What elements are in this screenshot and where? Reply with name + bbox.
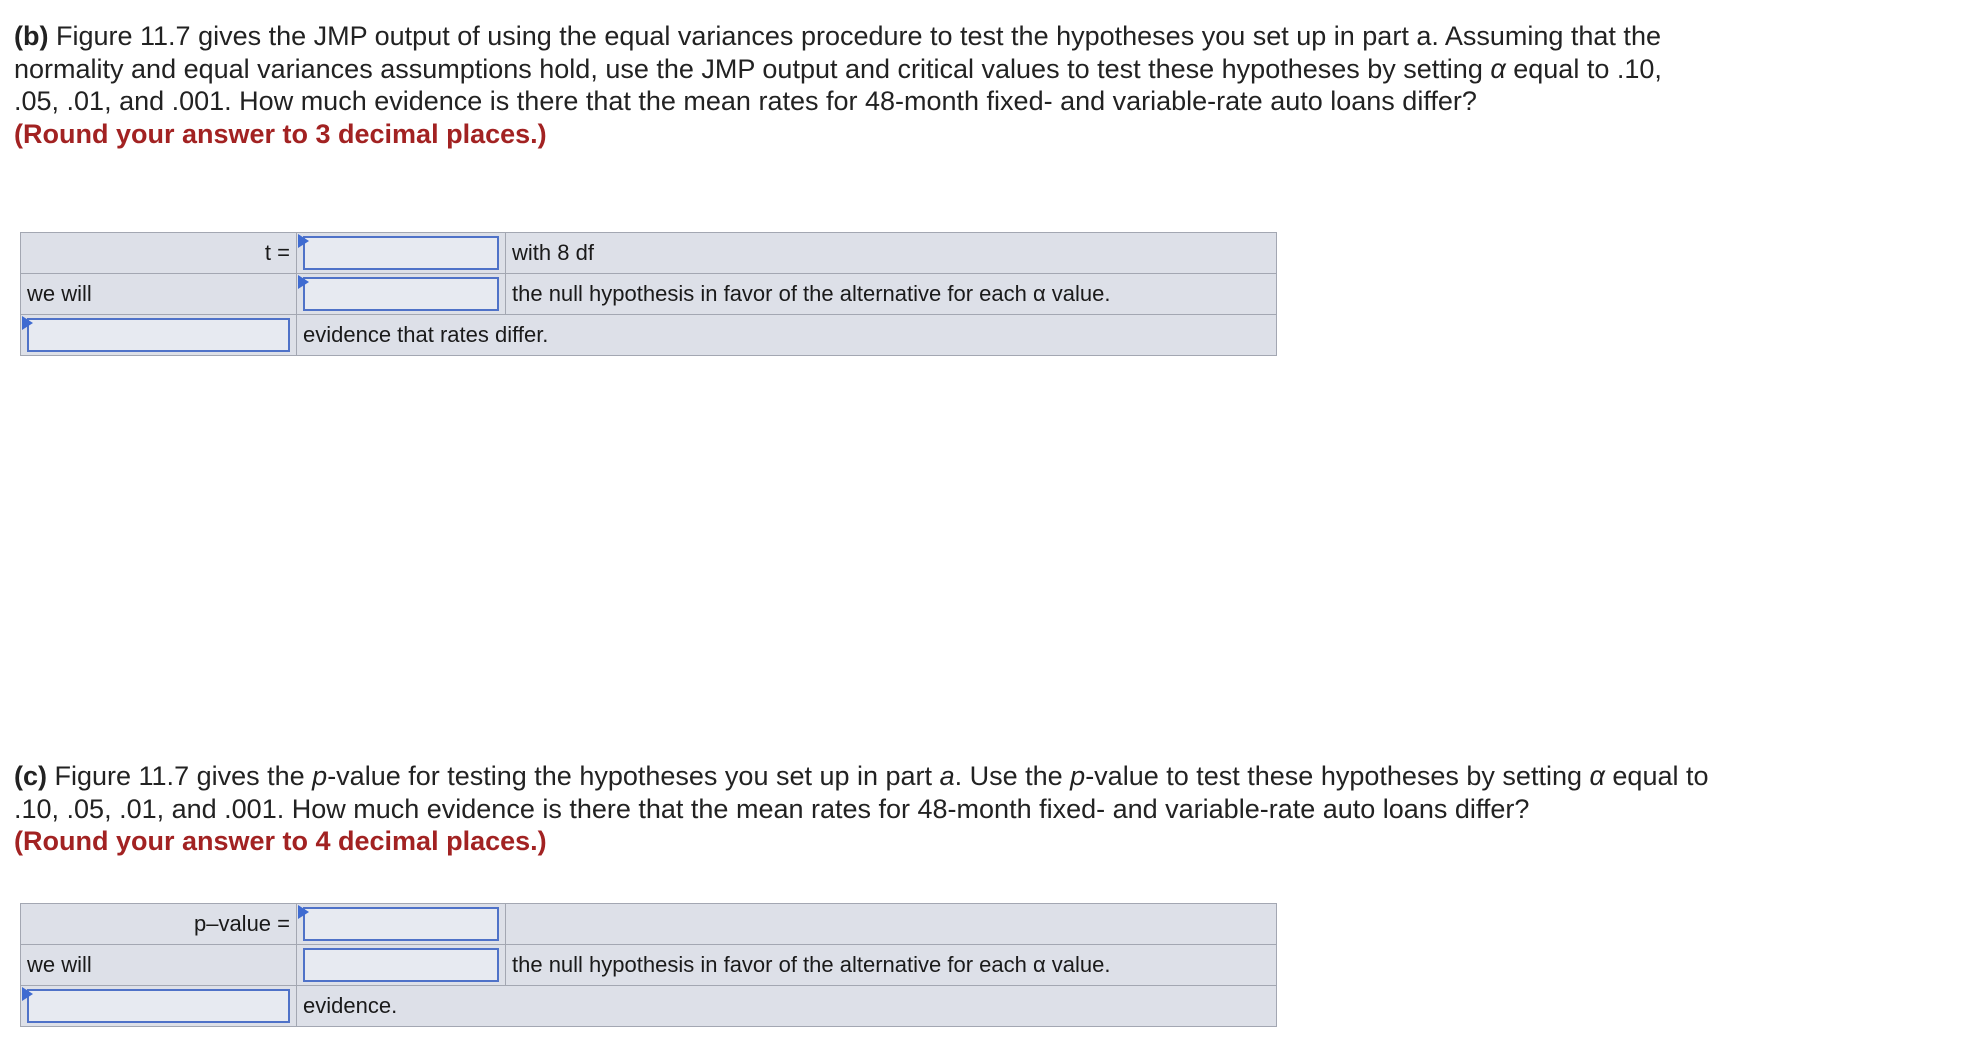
input-flag-icon — [22, 316, 33, 330]
t-value-input[interactable] — [303, 236, 499, 270]
input-flag-icon — [298, 275, 309, 289]
evidence-cell — [21, 315, 297, 356]
table-row — [21, 986, 1277, 1027]
answer-table-c — [20, 903, 1277, 1027]
decision-input[interactable] — [303, 277, 499, 311]
we-will-label: we will — [21, 274, 297, 315]
part-c-text-1: Figure 11.7 gives the — [47, 761, 313, 791]
round-note-c: (Round your answer to 4 decimal places.) — [14, 826, 547, 856]
decision-cell — [297, 274, 506, 315]
evidence-text: evidence that rates differ. — [297, 315, 1277, 356]
evidence-input[interactable] — [27, 318, 290, 352]
part-c-label: (c) — [14, 761, 47, 791]
we-will-label: we will — [21, 945, 297, 986]
empty-cell — [506, 904, 1277, 945]
table-row — [21, 904, 1277, 945]
p-value-input[interactable] — [303, 907, 499, 941]
part-b-text-1: Figure 11.7 gives the JMP output of using the equal variances procedure to test the hypotheses you set up in part a. Assuming that the normality and equal variances assumptions hold, use the JMP output and critical values to test these hypotheses by setting — [14, 21, 1661, 84]
question-part-b — [14, 20, 1714, 150]
round-note-b: (Round your answer to 3 decimal places.) — [14, 118, 547, 149]
part-c-text-5: equal to .10, .05, .01, and .001. How much evidence is there that the mean rates for 48-month fixed- and variable-rate auto loans differ? — [14, 761, 1709, 824]
evidence-input[interactable] — [27, 989, 290, 1023]
p-italic-2: p — [1070, 761, 1086, 791]
input-flag-icon — [298, 905, 309, 919]
input-flag-icon — [298, 234, 309, 248]
decision-cell — [297, 945, 506, 986]
answer-table-b — [20, 232, 1277, 356]
t-label: t = — [21, 233, 297, 274]
part-b-text-2: equal to .10, .05, .01, and .001. How much evidence is there that the mean rates for 48-month fixed- and variable-rate auto loans differ? — [14, 53, 1662, 116]
p-value-label: p–value = — [21, 904, 297, 945]
t-value-cell — [297, 233, 506, 274]
input-flag-icon — [22, 987, 33, 1001]
evidence-cell — [21, 986, 297, 1027]
part-c-text-3: . Use the — [954, 761, 1071, 791]
part-c-text-2: -value for testing the hypotheses you set up in part — [327, 761, 940, 791]
decision-input[interactable] — [303, 948, 499, 982]
a-italic: a — [939, 761, 955, 791]
evidence-text: evidence. — [297, 986, 1277, 1027]
part-c-text-4: -value to test these hypotheses by setting — [1085, 761, 1590, 791]
table-row — [21, 274, 1277, 315]
question-part-c — [14, 760, 1714, 858]
part-b-label: (b) — [14, 21, 49, 51]
table-row — [21, 233, 1277, 274]
df-text: with 8 df — [506, 233, 1277, 274]
p-italic: p — [312, 761, 328, 791]
alpha-symbol: α — [1589, 761, 1605, 791]
null-hypothesis-text: the null hypothesis in favor of the alternative for each α value. — [506, 274, 1277, 315]
null-hypothesis-text: the null hypothesis in favor of the alternative for each α value. — [506, 945, 1277, 986]
table-row — [21, 945, 1277, 986]
table-row — [21, 315, 1277, 356]
alpha-symbol: α — [1490, 53, 1506, 84]
p-value-cell — [297, 904, 506, 945]
